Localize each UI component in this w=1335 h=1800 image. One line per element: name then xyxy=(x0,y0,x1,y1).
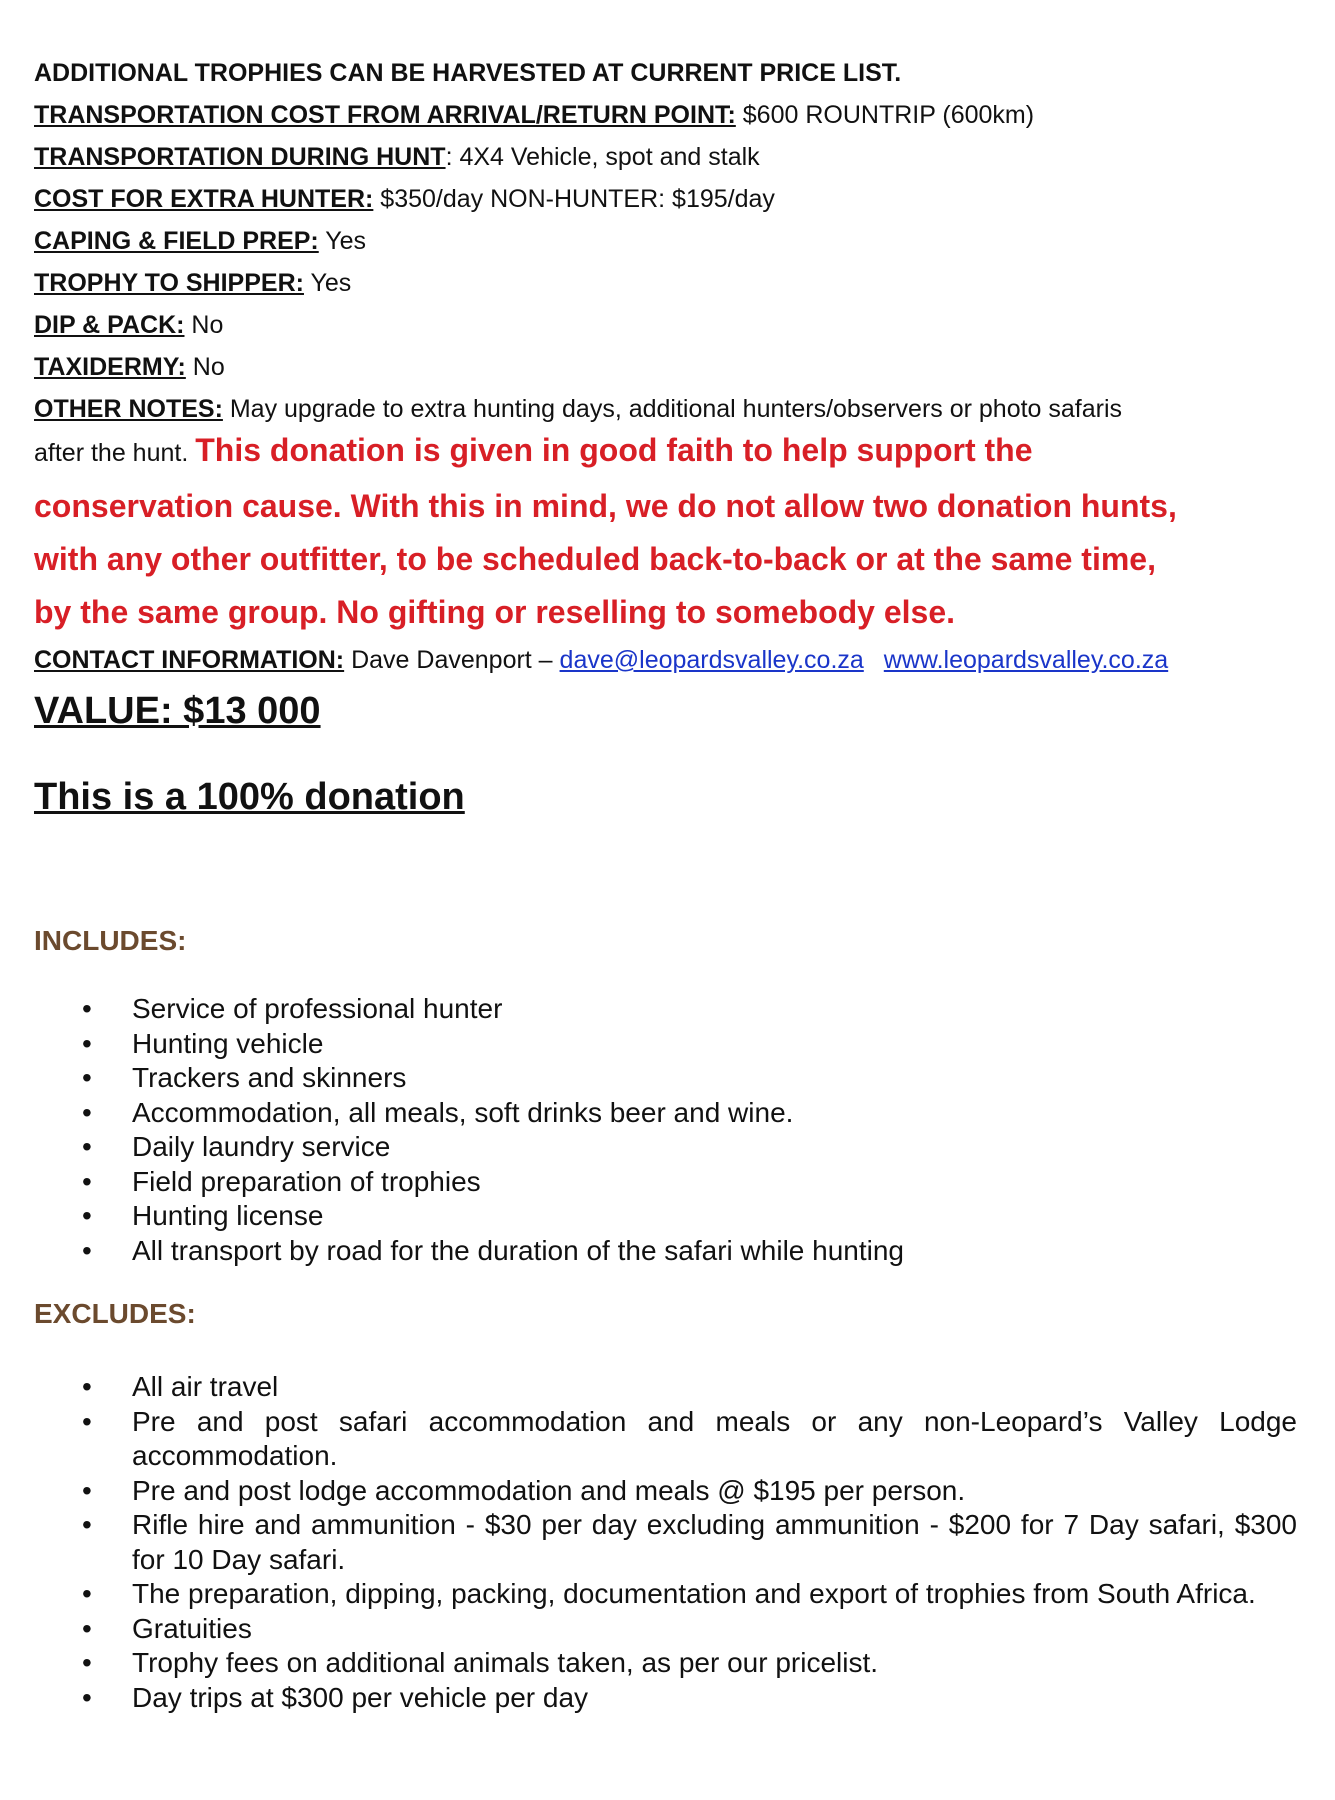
other-notes-label: OTHER NOTES: xyxy=(34,395,223,423)
info-label: TRANSPORTATION COST FROM ARRIVAL/RETURN POINT: xyxy=(34,101,736,129)
list-item-text: The preparation, dipping, packing, documentation and export of trophies from South Africa. xyxy=(132,1578,1256,1609)
bullet-icon: • xyxy=(82,1647,92,1678)
list-item xyxy=(34,1370,1264,1405)
list-item-text: Accommodation, all meals, soft drinks beer and wine. xyxy=(132,1096,794,1128)
website-link[interactable]: www.leopardsvalley.co.za xyxy=(883,646,1169,674)
list-item-text: Trackers and skinners xyxy=(132,1062,407,1093)
info-line-transport-cost xyxy=(34,94,1264,136)
list-item-text: Pre and post lodge accommodation and meals @ $195 per person. xyxy=(132,1474,966,1506)
list-item-text: Day trips at $300 per vehicle per day xyxy=(132,1681,589,1713)
bullet-icon: • xyxy=(82,1062,92,1093)
bullet-icon: • xyxy=(82,1027,92,1059)
bullet-icon: • xyxy=(82,1509,92,1540)
bullet-icon: • xyxy=(82,1131,92,1162)
list-item xyxy=(34,1681,1264,1716)
list-item-text: Field preparation of trophies xyxy=(132,1165,481,1197)
list-item-text: Hunting license xyxy=(132,1200,324,1231)
list-item xyxy=(34,1474,1264,1509)
bullet-icon: • xyxy=(82,1371,92,1402)
info-value: $350/day NON-HUNTER: $195/day xyxy=(373,185,775,213)
info-label: TAXIDERMY: xyxy=(34,353,186,381)
list-item xyxy=(34,1165,1264,1200)
notes-red-line-1 xyxy=(34,424,1264,480)
excludes-heading: EXCLUDES: xyxy=(34,1298,196,1329)
list-item-text: Pre and post safari accommodation and meals or any non-Leopard’s Valley Lodge accommodation. xyxy=(132,1405,1297,1471)
bullet-icon: • xyxy=(82,1578,92,1609)
info-label: COST FOR EXTRA HUNTER: xyxy=(34,185,374,213)
includes-list xyxy=(34,992,1264,1268)
contact-email-link[interactable]: dave@leopardsvalley.co.za xyxy=(559,646,864,674)
list-item xyxy=(34,1130,1264,1165)
info-line-additional-trophies xyxy=(34,52,1264,94)
list-item xyxy=(34,1199,1264,1234)
bullet-icon: • xyxy=(82,1165,92,1197)
contact-line xyxy=(34,639,1264,681)
info-value: Yes xyxy=(318,227,367,255)
list-item-text: Service of professional hunter xyxy=(132,993,503,1024)
info-label: CAPING & FIELD PREP: xyxy=(34,227,319,255)
bullet-icon: • xyxy=(82,1234,92,1266)
list-item-text: Gratuities xyxy=(132,1612,252,1644)
info-label: ADDITIONAL TROPHIES CAN BE HARVESTED AT CURRENT PRICE LIST. xyxy=(34,59,902,87)
info-value: : 4X4 Vehicle, spot and stalk xyxy=(445,143,760,171)
includes-heading: INCLUDES: xyxy=(34,925,187,956)
info-label: TROPHY TO SHIPPER: xyxy=(34,269,304,297)
document-page xyxy=(34,52,1297,1715)
list-item-text: Daily laundry service xyxy=(132,1131,391,1162)
info-line-caping xyxy=(34,220,1264,262)
list-item xyxy=(34,1612,1264,1647)
list-item-text: Hunting vehicle xyxy=(132,1027,324,1059)
donation-warning-3: with any other outfitter, to be scheduled back-to-back or at the same time, xyxy=(34,541,1156,577)
contact-name: Dave Davenport – xyxy=(344,646,560,674)
donation-heading: This is a 100% donation xyxy=(34,776,465,818)
bullet-icon: • xyxy=(82,1612,92,1644)
info-line-trophy-shipper xyxy=(34,262,1264,304)
info-line-transport-during-hunt xyxy=(34,136,1264,178)
value-heading: VALUE: $13 000 xyxy=(34,690,321,732)
bullet-icon: • xyxy=(82,1096,92,1128)
contact-label: CONTACT INFORMATION: xyxy=(34,646,345,674)
info-label: TRANSPORTATION DURING HUNT xyxy=(34,143,446,171)
donation-warning-1: This donation is given in good faith to help support the xyxy=(195,432,1033,468)
list-item xyxy=(34,1027,1264,1062)
list-item xyxy=(34,1646,1264,1681)
list-item-text: All air travel xyxy=(132,1371,279,1402)
list-item xyxy=(34,1061,1264,1096)
info-line-extra-hunter xyxy=(34,178,1264,220)
info-value: No xyxy=(185,353,225,381)
info-line-taxidermy xyxy=(34,346,1264,388)
list-item xyxy=(34,1096,1264,1131)
bullet-icon: • xyxy=(82,1405,92,1437)
excludes-list xyxy=(34,1370,1297,1715)
other-notes-text-2: after the hunt. xyxy=(34,439,196,467)
list-item xyxy=(34,1234,1264,1269)
info-line-dip-pack xyxy=(34,304,1264,346)
bullet-icon: • xyxy=(82,1474,92,1506)
bullet-icon: • xyxy=(82,1681,92,1713)
other-notes-text: May upgrade to extra hunting days, additional hunters/observers or photo safaris xyxy=(222,395,1123,423)
info-label: DIP & PACK: xyxy=(34,311,185,339)
list-item xyxy=(34,992,1264,1027)
list-item xyxy=(34,1405,1297,1474)
donation-warning-2: conservation cause. With this in mind, we do not allow two donation hunts, xyxy=(34,488,1177,524)
list-item-text: Trophy fees on additional animals taken, as per our pricelist. xyxy=(132,1647,879,1678)
list-item-text: Rifle hire and ammunition - $30 per day excluding ammunition - $200 for 7 Day safari, $300 for 10 Day safari. xyxy=(132,1509,1297,1575)
bullet-icon: • xyxy=(82,993,92,1024)
info-value: No xyxy=(184,311,224,339)
list-item xyxy=(34,1577,1297,1612)
info-value: $600 ROUNTRIP (600km) xyxy=(735,101,1035,129)
list-item xyxy=(34,1508,1297,1577)
list-item-text: All transport by road for the duration of the safari while hunting xyxy=(132,1234,904,1266)
donation-warning-4: by the same group. No gifting or reselling to somebody else. xyxy=(34,594,956,630)
bullet-icon: • xyxy=(82,1200,92,1231)
info-value: Yes xyxy=(303,269,352,297)
